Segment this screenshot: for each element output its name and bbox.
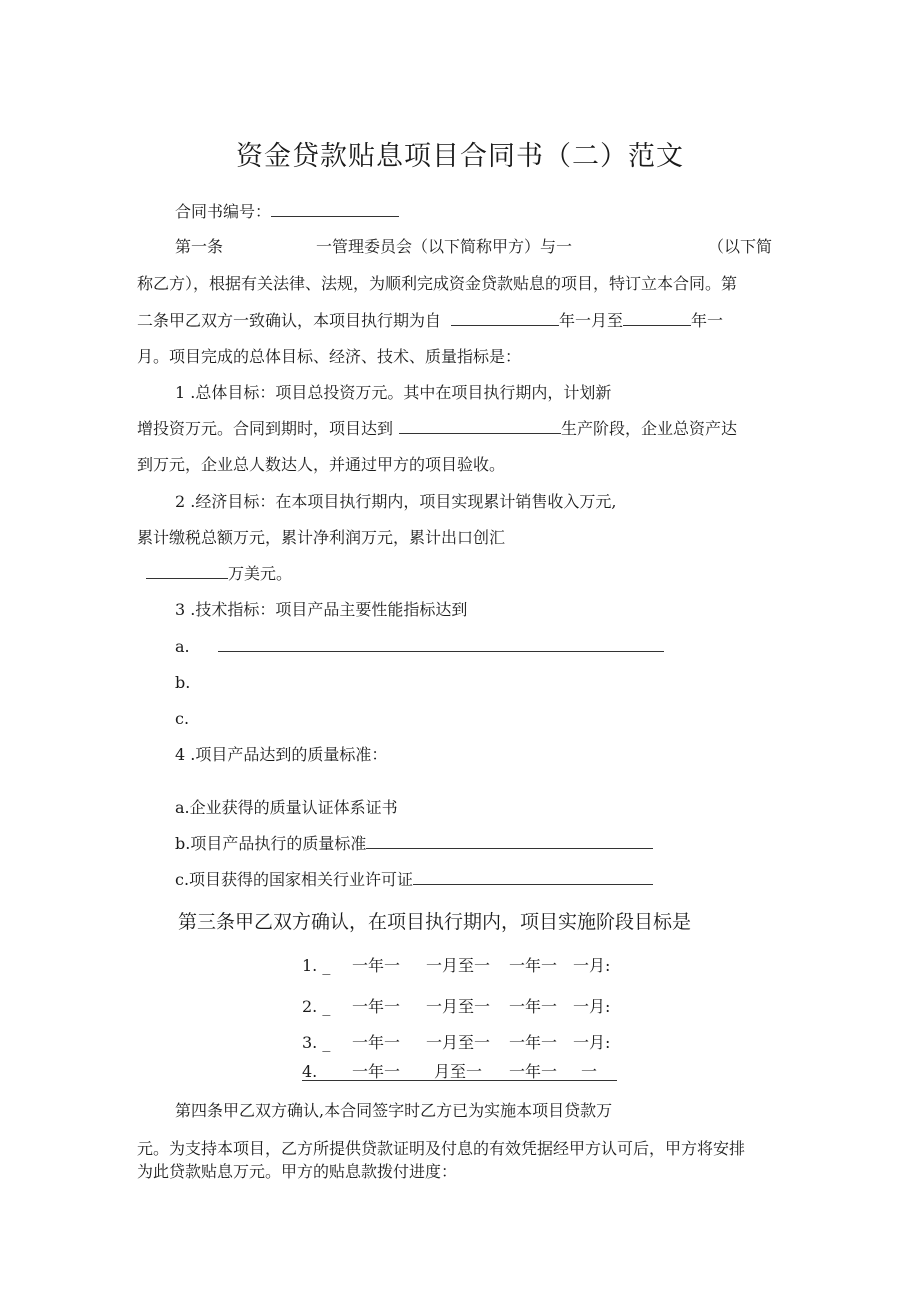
contract-number-blank[interactable] — [271, 202, 399, 217]
stage-month-to: 一月至一 — [426, 1033, 491, 1052]
stage-end-year: 一年一 — [509, 1033, 558, 1052]
goal4-item-a: a.企业获得的质量认证体系证书 — [175, 798, 398, 817]
stage-end-month: 一月: — [573, 997, 611, 1016]
contract-number-label: 合同书编号： — [175, 202, 272, 221]
stage-number: 2. _ — [302, 997, 331, 1016]
article1-label: 第一条 — [175, 237, 224, 256]
article3-heading: 第三条甲乙双方确认，在项目执行期内，项目实施阶段目标是 — [178, 911, 692, 933]
goal1-line2 — [137, 419, 737, 439]
stage-end-year: 一年一 — [509, 997, 558, 1016]
goal3-item-b: b. — [175, 673, 191, 692]
article2-month-to: 年一月至 — [559, 311, 624, 330]
goal4-item-b-label: b.项目产品执行的质量标准 — [175, 834, 367, 853]
quality-standard-blank[interactable] — [366, 834, 653, 849]
production-stage-blank[interactable] — [399, 419, 561, 434]
export-amount-blank[interactable] — [146, 564, 228, 579]
goal2-line3 — [146, 564, 292, 584]
goal3-item-c: c. — [175, 709, 190, 728]
article4-line1: 第四条甲乙双方确认,本合同签字时乙方已为实施本项目贷款万 — [175, 1101, 613, 1120]
goal2-line1: 2 .经济目标：在本项目执行期内，项目实现累计销售收入万元, — [175, 492, 617, 511]
article1-line2: 称乙方），根据有关法律、法规，为顺利完成资金贷款贴息的项目，特订立本合同。第 — [137, 274, 738, 293]
article4-line2: 元。为支持本项目，乙方所提供贷款证明及付息的有效凭据经甲方认可后，甲方将安排 — [137, 1139, 746, 1158]
stage-month-to: 一月至一 — [426, 997, 491, 1016]
license-blank[interactable] — [413, 870, 653, 885]
goal3-item-a-blank[interactable] — [218, 637, 664, 652]
stage-start-year: 一年一 — [352, 997, 401, 1016]
stage-number: 4. _ — [302, 1062, 331, 1081]
stage-number: 1. _ — [302, 956, 331, 975]
goal1-line1: 1 .总体目标：项目总投资万元。其中在项目执行期内，计划新 — [175, 383, 612, 402]
schedule-underline — [302, 1080, 617, 1081]
goal3-line1: 3 .技术指标：项目产品主要性能指标达到 — [175, 600, 468, 619]
article2-year: 年一 — [691, 311, 724, 330]
stage-month-to: 一月至一 — [426, 956, 491, 975]
contract-number-line — [175, 202, 399, 222]
article2-line1 — [137, 311, 723, 331]
article1-line1-party-b: （以下简 — [708, 237, 773, 256]
stage-start-year: 一年一 — [352, 956, 401, 975]
article1-line1 — [175, 237, 223, 257]
goal2-unit: 万美元。 — [228, 564, 293, 583]
stage-start-year: 一年一 — [352, 1062, 401, 1081]
stage-end-year: 一年一 — [509, 956, 558, 975]
stage-end-month: _一 — [573, 1062, 598, 1081]
goal1-line3: 到万元，企业总人数达人，并通过甲方的项目验收。 — [137, 455, 506, 474]
article1-line1-party-a: 一管理委员会（以下简称甲方）与一 — [316, 237, 573, 256]
goal4-item-c — [175, 870, 653, 890]
goal4-item-c-label: c.项目获得的国家相关行业许可证 — [175, 870, 414, 889]
goal2-line2: 累计缴税总额万元，累计净利润万元，累计出口创汇 — [137, 528, 506, 547]
goal1-line2-text: 增投资万元。合同到期时，项目达到 — [137, 419, 394, 438]
goal4-item-b — [175, 834, 653, 854]
goal3-item-a — [175, 637, 664, 657]
stage-end-month: 一月: — [573, 956, 611, 975]
goal3-item-a-label: a. — [175, 637, 190, 656]
end-year-blank[interactable] — [623, 311, 691, 326]
start-year-blank[interactable] — [451, 311, 559, 326]
stage-end-month: 一月: — [573, 1033, 611, 1052]
article2-line2: 月。项目完成的总体目标、经济、技术、质量指标是： — [137, 347, 522, 366]
stage-month-to: _月至一 — [426, 1062, 483, 1081]
stage-start-year: 一年一 — [352, 1033, 401, 1052]
goal1-line2-tail: 生产阶段，企业总资产达 — [561, 419, 738, 438]
article4-line3: 为此贷款贴息万元。甲方的贴息款拨付进度： — [137, 1162, 458, 1181]
goal4-line1: 4 .项目产品达到的质量标准： — [175, 745, 388, 764]
stage-number: 3. _ — [302, 1033, 331, 1052]
article2-text: 二条甲乙双方一致确认，本项目执行期为自 — [137, 311, 442, 330]
document-title: 资金贷款贴息项目合同书（二）范文 — [236, 141, 684, 172]
stage-end-year: 一年一 — [509, 1062, 558, 1081]
